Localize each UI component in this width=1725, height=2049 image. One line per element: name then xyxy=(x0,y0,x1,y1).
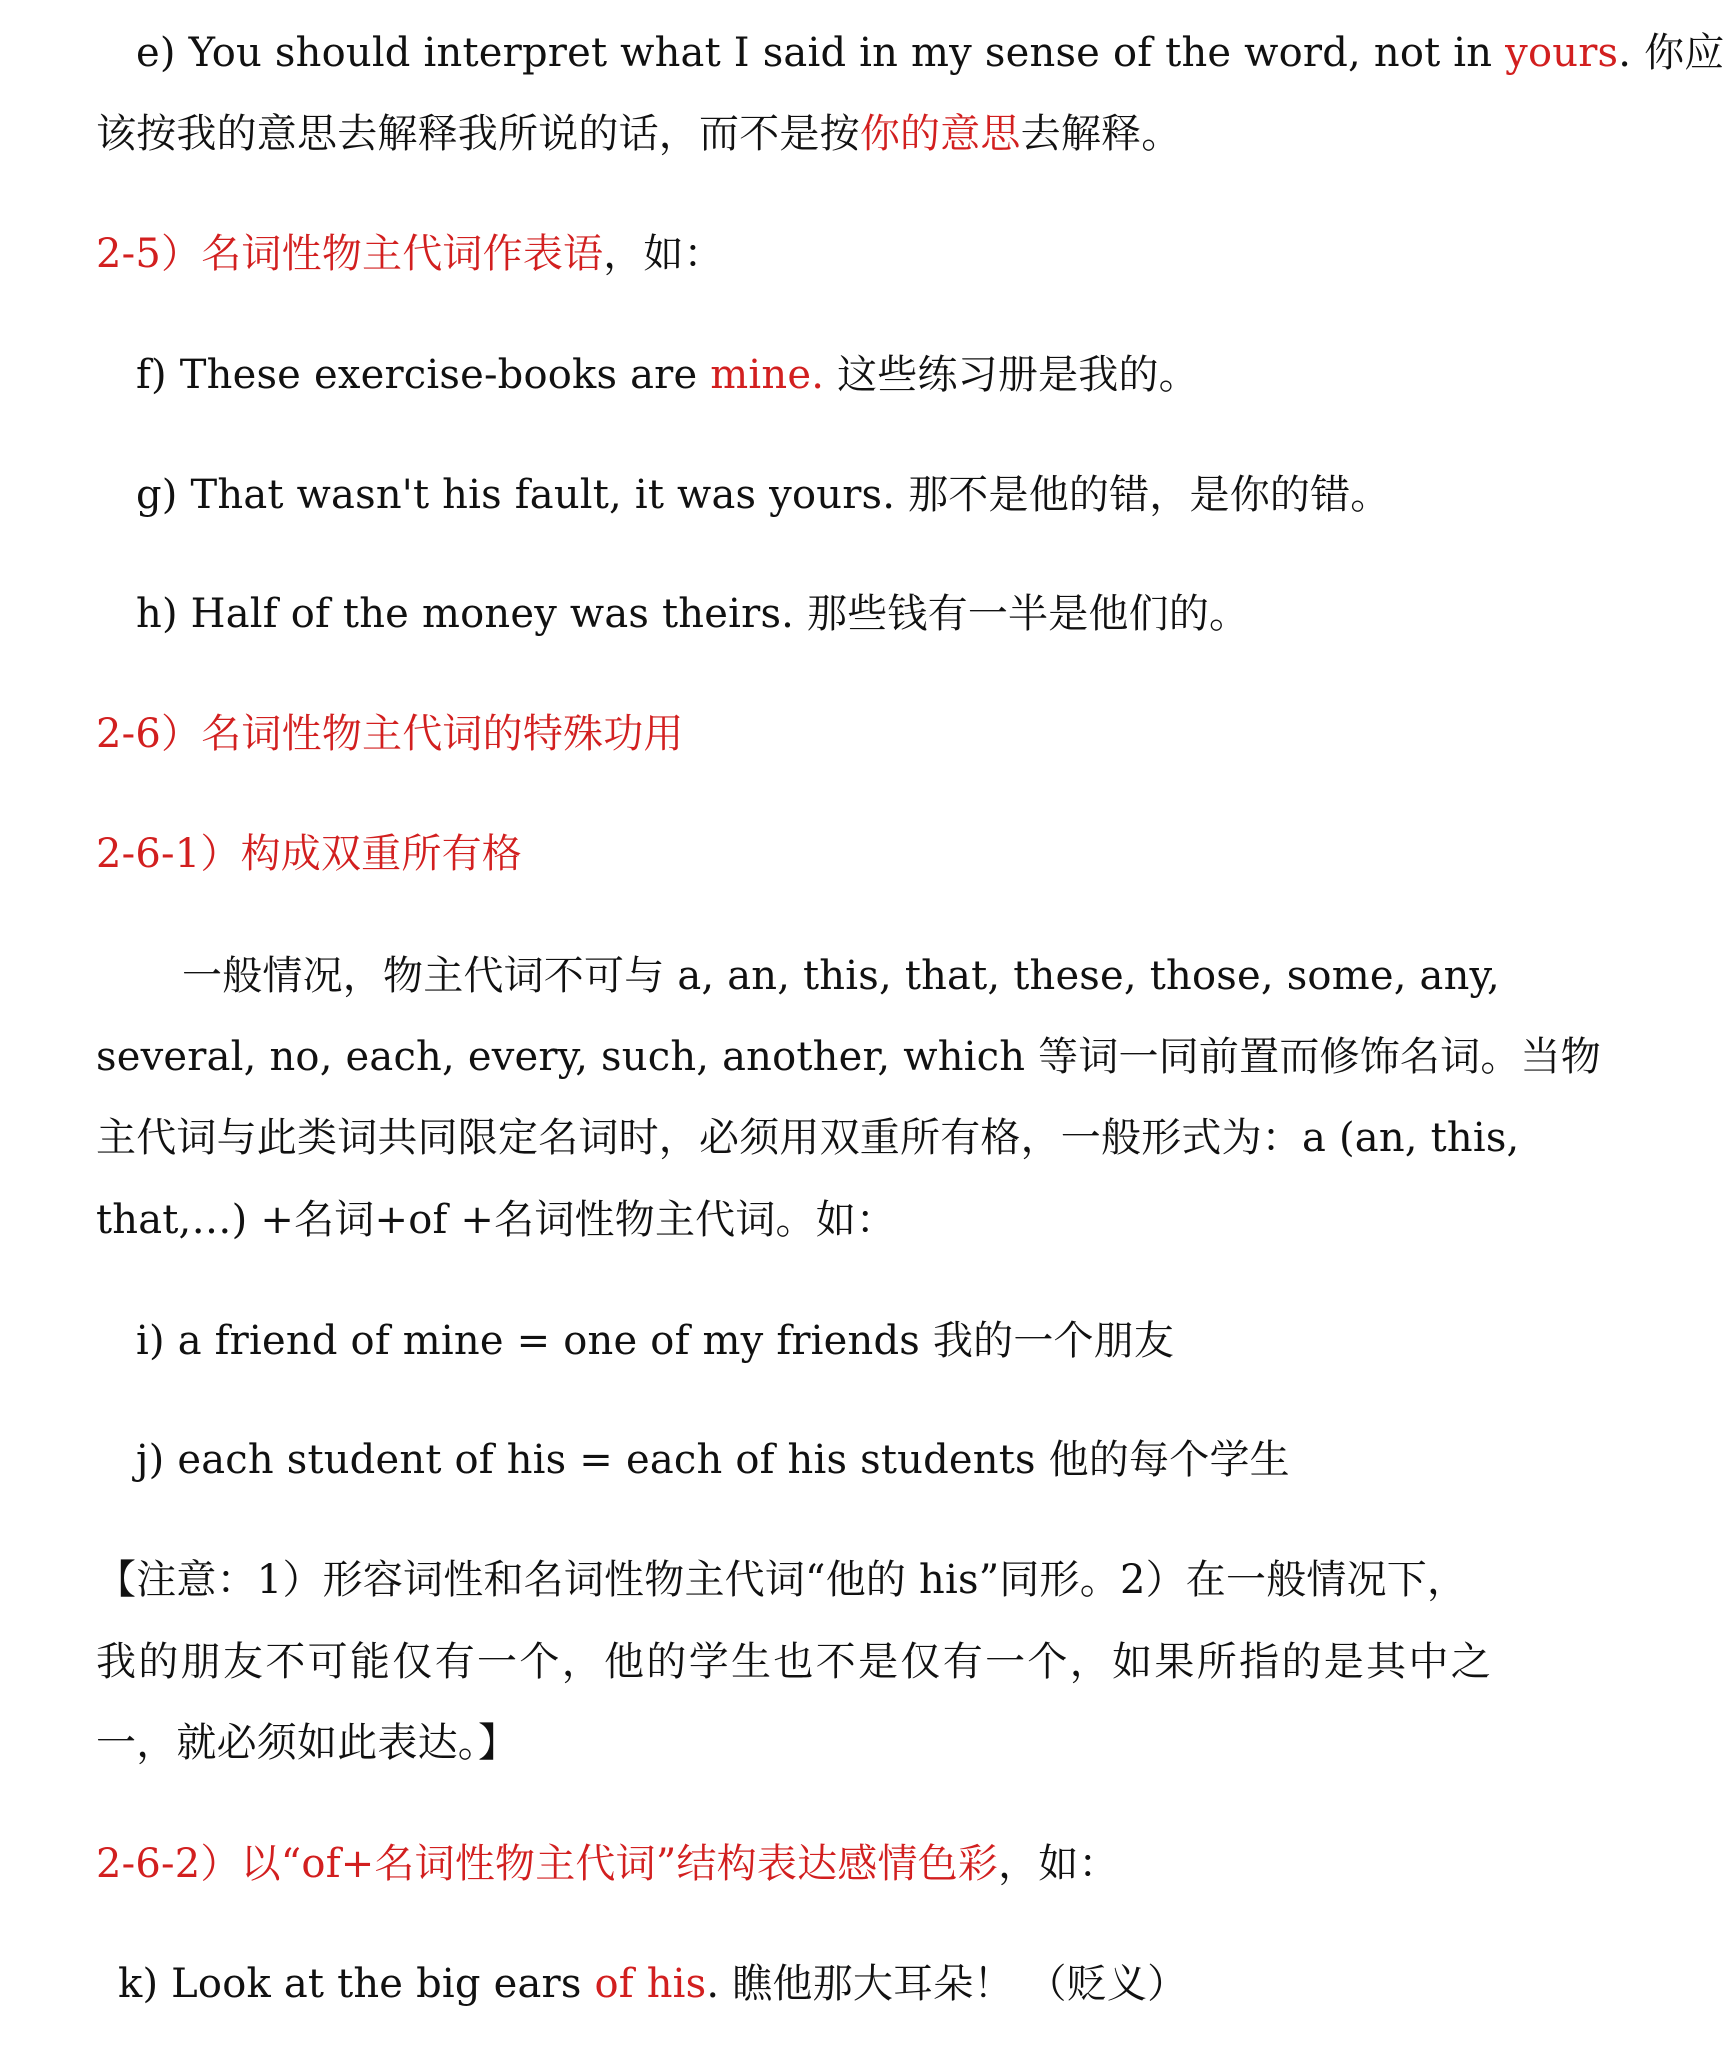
example-e-text-tail: . 你应 xyxy=(1618,30,1725,76)
example-f xyxy=(136,349,1491,401)
example-k-translation: . 瞧他那大耳朵！ （贬义） xyxy=(706,1961,1188,2007)
section-2-5-title: 2-5）名词性物主代词作表语 xyxy=(96,231,604,277)
paragraph-2-6-1-line1: 一般情况，物主代词不可与 a, an, this, that, these, those, some, any, xyxy=(182,953,1500,999)
section-2-6-heading: 2-6）名词性物主代词的特殊功用 xyxy=(96,711,684,757)
section-2-6-1-heading: 2-6-1）构成双重所有格 xyxy=(96,831,522,877)
example-f-translation: 这些练习册是我的。 xyxy=(824,352,1199,398)
paragraph-2-6-1-line3: 主代词与此类词共同限定名词时，必须用双重所有格，一般形式为：a (an, this, xyxy=(96,1115,1520,1161)
example-k-text: k) Look at the big ears xyxy=(118,1961,595,2007)
example-e-translation-tail: 去解释。 xyxy=(1020,111,1182,157)
example-e-translation: 该按我的意思去解释我所说的话，而不是按 xyxy=(96,111,860,157)
example-g: g) That wasn't his fault, it was yours. 那不是他的错，是你的错。 xyxy=(136,472,1391,518)
section-2-6-2-title: 2-6-2）以“of+名词性物主代词”结构表达感情色彩 xyxy=(96,1841,999,1887)
example-i: i) a friend of mine = one of my friends 我的一个朋友 xyxy=(136,1318,1175,1364)
example-k-highlight: of his xyxy=(594,1961,707,2007)
section-2-5-tail: ，如： xyxy=(603,231,724,277)
paragraph-2-6-1-line4: that,…) +名词+of +名词性物主代词。如： xyxy=(96,1197,897,1243)
example-j: j) each student of his = each of his students 他的每个学生 xyxy=(136,1437,1290,1483)
example-f-highlight: mine. xyxy=(710,352,825,398)
example-h: h) Half of the money was theirs. 那些钱有一半是他们的。 xyxy=(136,591,1250,637)
example-e-line1 xyxy=(136,27,1725,79)
section-2-6-2-tail: ，如： xyxy=(998,1841,1119,1887)
example-e-text: e) You should interpret what I said in my sense of the word, not in xyxy=(136,30,1506,76)
example-k xyxy=(118,1958,1491,2010)
example-e-highlight: yours xyxy=(1505,30,1619,76)
example-e-translation-highlight: 你的意思 xyxy=(859,111,1021,157)
note-line1: 【注意：1）形容词性和名词性物主代词“他的 his”同形。2）在一般情况下， xyxy=(96,1557,1468,1603)
paragraph-2-6-1-line2: several, no, each, every, such, another, which 等词一同前置而修饰名词。当物 xyxy=(96,1034,1601,1080)
note-line3: 一，就必须如此表达。】 xyxy=(96,1720,519,1766)
example-f-text: f) These exercise-books are xyxy=(136,352,711,398)
example-e-line2 xyxy=(96,108,1491,160)
section-2-6-2-heading xyxy=(96,1838,1491,1890)
note-line2: 我的朋友不可能仅有一个，他的学生也不是仅有一个，如果所指的是其中之 xyxy=(96,1639,1491,1685)
section-2-5-heading xyxy=(96,228,1491,280)
